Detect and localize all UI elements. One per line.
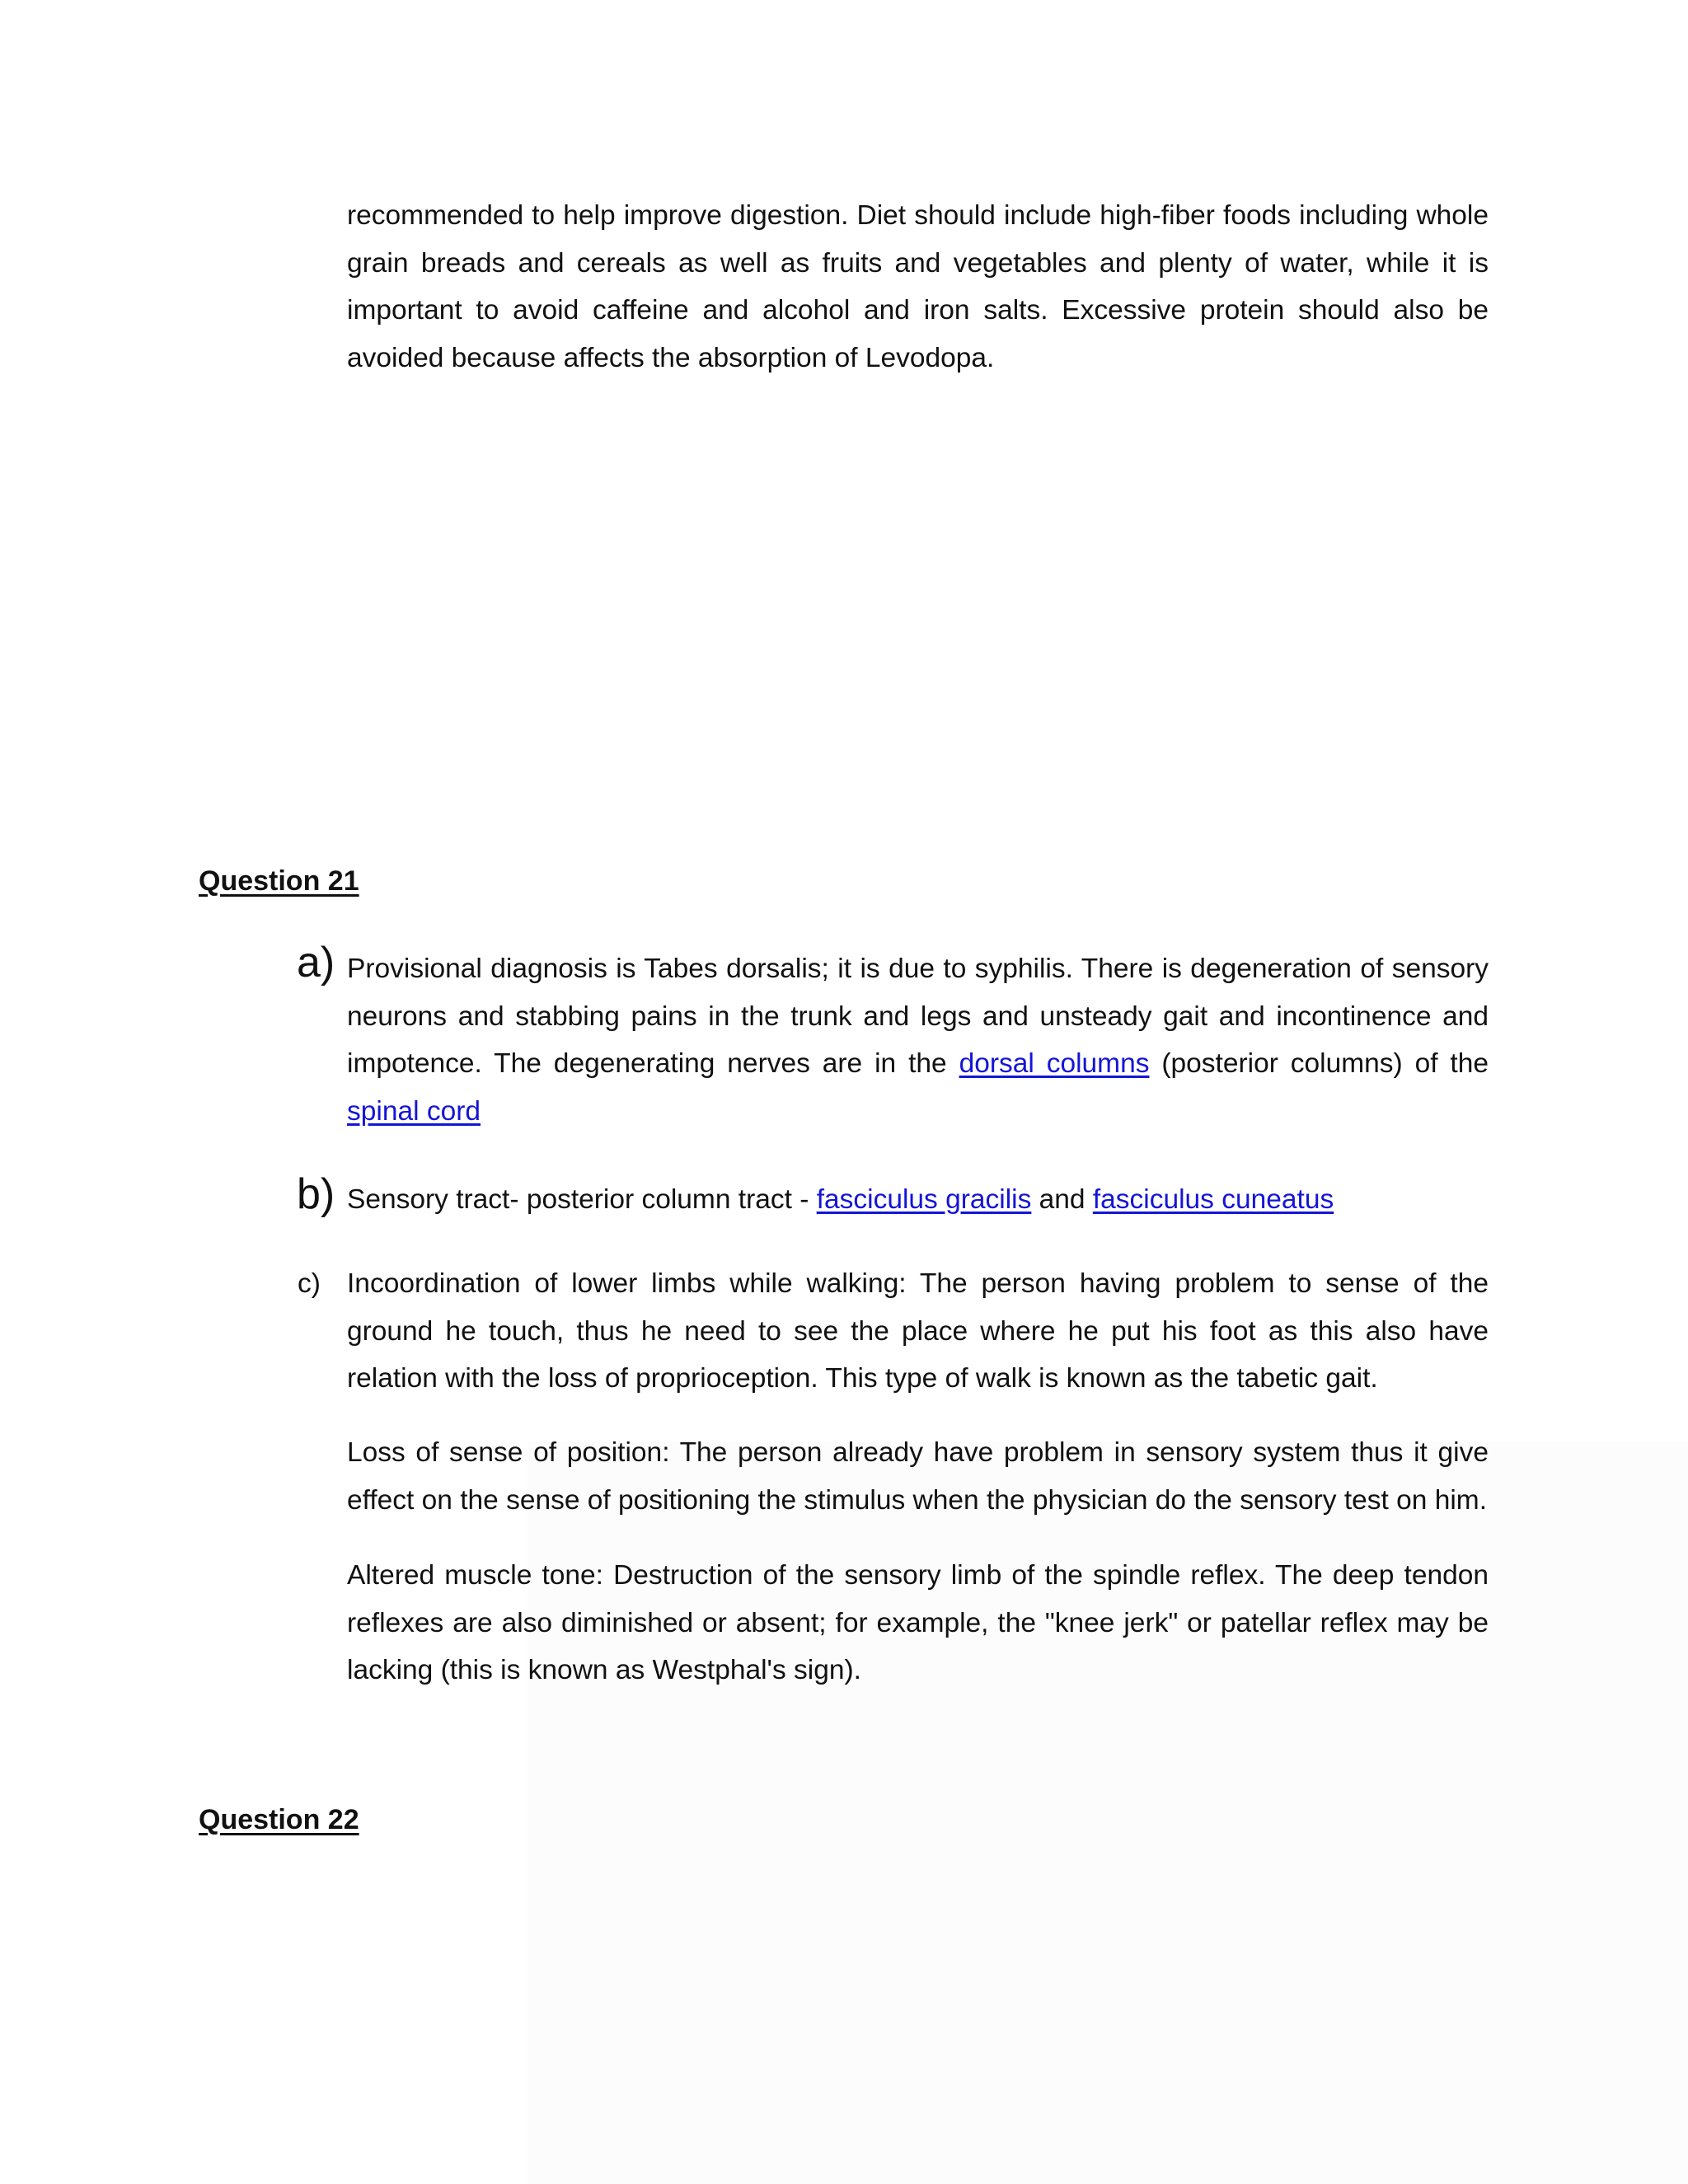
- question-22-heading: Question 22: [199, 1804, 359, 1835]
- dorsal-columns-link[interactable]: dorsal columns: [959, 1048, 1150, 1080]
- answer-a-text-1: Provisional diagnosis is Tabes dorsalis; it is due to syphilis. There is degeneration of sensory neurons and stabbing pains in the trunk and legs and unsteady gait and incontinence and impotence. The degenerating nerves are in the: [347, 954, 1489, 1080]
- answer-c-paragraph-3: Altered muscle tone: Destruction of the sensory limb of the spindle reflex. The deep tendon reflexes are also diminished or absent; for example, the "knee jerk" or patellar reflex may be lacking (this is known as Westphal's sign).: [347, 1560, 1489, 1686]
- answer-c-paragraph-2: Loss of sense of position: The person already have problem in sensory system thus it give effect on the sense of positioning the stimulus when the physician do the sensory test on him.: [347, 1437, 1489, 1516]
- answer-a-text-2: (posterior columns) of the: [1149, 1048, 1489, 1080]
- intro-paragraph: recommended to help improve digestion. Diet should include high-fiber foods including whole grain breads and cereals as well as fruits and vegetables and plenty of water, while it is important to avoid caffeine and alcohol and iron salts. Excessive protein should also be avoided because affects the absorption of Levodopa.: [347, 200, 1489, 373]
- list-marker-b: b): [297, 1170, 335, 1218]
- answer-a-paragraph: [347, 945, 1489, 1135]
- answer-b-text-1: Sensory tract- posterior column tract -: [347, 1184, 817, 1215]
- question-21-heading: Question 21: [199, 865, 359, 897]
- list-marker-c: c): [298, 1268, 321, 1299]
- answer-b-paragraph: [347, 1176, 1489, 1224]
- spinal-cord-link[interactable]: spinal cord: [347, 1095, 481, 1127]
- answer-c-paragraph-1: Incoordination of lower limbs while walking: The person having problem to sense of the ground he touch, thus he need to see the place where he put his foot as this also have relation with the loss of proprioception. This type of walk is known as the tabetic gait.: [347, 1268, 1489, 1394]
- list-marker-a: a): [297, 939, 335, 987]
- answer-b-text-2: and: [1031, 1184, 1093, 1215]
- fasciculus-cuneatus-link[interactable]: fasciculus cuneatus: [1092, 1184, 1334, 1215]
- fasciculus-gracilis-link[interactable]: fasciculus gracilis: [816, 1184, 1032, 1215]
